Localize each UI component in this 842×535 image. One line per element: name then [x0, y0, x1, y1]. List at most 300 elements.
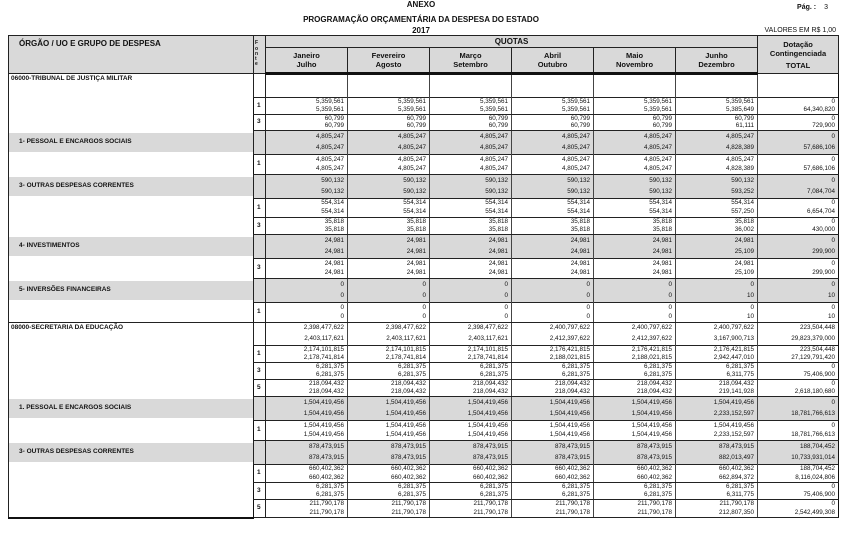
- quota-cell: [676, 259, 758, 279]
- quota-cell: [430, 363, 512, 380]
- quota-second-half-value: [594, 86, 672, 97]
- quota-cell: [266, 218, 348, 235]
- budget-table: [8, 35, 839, 519]
- fonte-row: [9, 483, 839, 500]
- fonte-cell: 3: [254, 259, 266, 279]
- dotacao-total-cell: [758, 441, 839, 465]
- quota-first-half-value: 6,281,375: [561, 482, 590, 490]
- quota-first-half-value: 5,359,561: [643, 97, 672, 105]
- quota-second-half-value: 219,141,928: [719, 387, 755, 395]
- quota-cell: [676, 115, 758, 131]
- fonte-cell: [254, 235, 266, 259]
- quota-first-half-value: 2,400,797,622: [631, 324, 672, 332]
- dotacao-value: 0: [831, 217, 836, 225]
- quota-first-half-value: 590,132: [731, 176, 755, 184]
- dotacao-value: 0: [831, 303, 836, 311]
- fonte-row: [9, 346, 839, 363]
- fonte-row: [9, 259, 839, 279]
- quota-second-half-value: 878,473,915: [390, 454, 426, 462]
- quota-cell: [348, 259, 430, 279]
- quota-cell: [594, 98, 676, 115]
- quota-first-half-value: 2,176,421,815: [631, 345, 672, 353]
- quota-second-half-value: 6,311,775: [726, 490, 755, 498]
- quota-first-half-value: 0: [422, 303, 426, 311]
- quota-cell: [430, 397, 512, 421]
- quota-cell: [512, 441, 594, 465]
- dotacao-value: 223,504,448: [800, 324, 836, 332]
- row-label: 06000-TRIBUNAL DE JUSTIÇA MILITAR: [11, 75, 133, 82]
- quota-second-half-value: 554,314: [485, 208, 508, 216]
- quota-cell: [266, 346, 348, 363]
- quota-second-half-value: 60,799: [570, 122, 590, 130]
- quota-cell: [594, 363, 676, 380]
- quota-cell: [676, 421, 758, 441]
- month-second-half: Agosto: [375, 60, 402, 69]
- quota-second-half-value: 660,402,362: [390, 473, 426, 481]
- quota-cell: [676, 199, 758, 218]
- quota-first-half-value: 35,818: [488, 217, 508, 225]
- row-label-cell: [9, 323, 254, 346]
- quota-second-half-value: 25,109: [734, 248, 755, 256]
- quota-cell: [676, 303, 758, 323]
- quota-cell: [348, 175, 430, 199]
- quota-second-half-value: 10: [747, 313, 755, 321]
- fonte-row: [9, 421, 839, 441]
- dotacao-total-cell: [758, 115, 839, 131]
- quota-second-half-value: 6,281,375: [479, 370, 508, 378]
- quota-cell: [348, 380, 430, 397]
- quota-first-half-value: 1,504,419,456: [631, 398, 672, 406]
- total-value: 430,000: [812, 225, 836, 233]
- dotacao-value: 0: [831, 236, 836, 244]
- fonte-cell: 1: [254, 303, 266, 323]
- quota-second-half-value: 554,314: [403, 208, 426, 216]
- expense-group-row: [9, 175, 839, 199]
- quota-cell: [512, 465, 594, 483]
- quota-second-half-value: 878,473,915: [308, 454, 344, 462]
- row-label-cell: [9, 346, 254, 363]
- dotacao-total-cell: [758, 74, 839, 98]
- column-header-month-pair: [348, 48, 430, 74]
- quota-first-half-value: 4,805,247: [561, 132, 590, 140]
- dotacao-value: 0: [831, 379, 836, 387]
- quota-first-half-value: 554,314: [731, 199, 755, 207]
- quota-first-half-value: 2,174,101,815: [385, 345, 426, 353]
- quota-cell: [348, 421, 430, 441]
- quota-cell: [348, 131, 430, 155]
- quota-second-half-value: 6,281,375: [397, 490, 426, 498]
- quota-cell: [266, 483, 348, 500]
- quota-second-half-value: [676, 86, 754, 97]
- quota-cell: [266, 115, 348, 131]
- month-first-half: Março: [459, 51, 482, 60]
- fonte-row: [9, 155, 839, 175]
- quota-first-half-value: 35,818: [652, 217, 672, 225]
- quota-first-half-value: 660,402,362: [636, 465, 672, 473]
- quota-cell: [266, 235, 348, 259]
- org-row: [9, 74, 839, 98]
- row-label-cell: [9, 465, 254, 483]
- quota-second-half-value: 2,178,741,814: [385, 353, 426, 361]
- dotacao-total-cell: [758, 279, 839, 303]
- fonte-cell: [254, 74, 266, 98]
- quota-first-half-value: 878,473,915: [636, 442, 672, 450]
- quota-cell: [430, 74, 512, 98]
- quota-second-half-value: 3,167,900,713: [713, 335, 755, 343]
- quota-cell: [430, 323, 512, 346]
- quota-first-half-value: 4,805,247: [726, 155, 755, 163]
- quota-first-half-value: 24,981: [406, 236, 426, 244]
- quota-first-half-value: 4,805,247: [726, 132, 755, 140]
- quota-first-half-value: 218,094,432: [390, 379, 426, 387]
- quota-second-half-value: 1,504,419,456: [385, 431, 426, 439]
- quota-cell: [430, 115, 512, 131]
- total-value: 2,618,180,680: [794, 387, 836, 395]
- quota-second-half-value: 25,109: [734, 269, 755, 277]
- quota-second-half-value: 218,094,432: [472, 387, 508, 395]
- quota-first-half-value: 4,805,247: [479, 155, 508, 163]
- quota-second-half-value: 0: [340, 313, 344, 321]
- quota-first-half-value: 554,314: [485, 199, 508, 207]
- quota-first-half-value: 2,176,421,815: [713, 345, 755, 353]
- total-value: 2,542,499,308: [794, 508, 836, 516]
- quota-first-half-value: 1,504,419,456: [303, 398, 344, 406]
- quota-cell: [594, 483, 676, 500]
- quota-first-half-value: 24,981: [570, 259, 590, 267]
- quota-cell: [512, 155, 594, 175]
- quota-cell: [430, 259, 512, 279]
- quota-cell: [348, 98, 430, 115]
- currency-units-note: VALORES EM R$ 1,00: [764, 27, 836, 34]
- quota-cell: [348, 218, 430, 235]
- quota-first-half-value: 554,314: [567, 199, 590, 207]
- quota-second-half-value: 61,111: [735, 122, 755, 130]
- dotacao-line-2: Contingenciada: [769, 48, 827, 58]
- quota-cell: [676, 74, 758, 98]
- dotacao-total-cell: [758, 363, 839, 380]
- quota-first-half-value: 5,359,561: [726, 97, 755, 105]
- dotacao-value: 0: [831, 500, 836, 508]
- fonte-cell: 5: [254, 380, 266, 397]
- page-indicator: [797, 4, 828, 11]
- quota-second-half-value: 24,981: [406, 269, 426, 277]
- fonte-cell: [254, 279, 266, 303]
- column-header-month-pair: [594, 48, 676, 74]
- quota-second-half-value: 35,818: [488, 225, 508, 233]
- quota-cell: [266, 259, 348, 279]
- quota-second-half-value: 2,178,741,814: [303, 353, 344, 361]
- quota-cell: [594, 218, 676, 235]
- dotacao-total-cell: [758, 259, 839, 279]
- quota-cell: [266, 323, 348, 346]
- row-label-cell: [9, 98, 254, 115]
- quota-cell: [348, 346, 430, 363]
- quota-second-half-value: 4,805,247: [643, 144, 672, 152]
- quota-cell: [512, 98, 594, 115]
- dotacao-total-cell: [758, 483, 839, 500]
- quota-cell: [512, 346, 594, 363]
- quota-cell: [676, 380, 758, 397]
- row-label-cell: [9, 279, 254, 303]
- fonte-cell: 1: [254, 98, 266, 115]
- quota-cell: [266, 500, 348, 518]
- column-header-month-pair: [512, 48, 594, 74]
- quota-cell: [512, 175, 594, 199]
- row-label: 1. PESSOAL E ENCARGOS SOCIAIS: [9, 399, 253, 418]
- quota-cell: [348, 235, 430, 259]
- quota-cell: [594, 175, 676, 199]
- quota-second-half-value: 211,790,178: [309, 508, 344, 516]
- quota-first-half-value: 1,504,419,456: [713, 398, 755, 406]
- quota-first-half-value: 554,314: [403, 199, 426, 207]
- quota-first-half-value: 24,981: [406, 259, 426, 267]
- row-label: 1- PESSOAL E ENCARGOS SOCIAIS: [9, 133, 253, 152]
- quota-cell: [430, 500, 512, 518]
- quota-cell: [266, 98, 348, 115]
- quota-second-half-value: 878,473,915: [472, 454, 508, 462]
- quota-first-half-value: 0: [586, 280, 590, 288]
- quota-cell: [676, 465, 758, 483]
- total-value: 75,406,900: [803, 490, 836, 498]
- total-value: 10: [828, 313, 836, 321]
- quota-second-half-value: 5,359,561: [315, 105, 344, 113]
- quota-second-half-value: 6,281,375: [561, 370, 590, 378]
- quota-first-half-value: 35,818: [406, 217, 426, 225]
- quota-second-half-value: 2,188,021,815: [631, 353, 672, 361]
- quota-second-half-value: 211,790,178: [391, 508, 426, 516]
- quota-first-half-value: 0: [668, 280, 672, 288]
- quota-first-half-value: 211,790,178: [555, 500, 590, 508]
- dotacao-value: 0: [831, 421, 836, 429]
- quota-first-half-value: 878,473,915: [554, 442, 590, 450]
- quota-first-half-value: 0: [586, 303, 590, 311]
- quota-second-half-value: 211,790,178: [637, 508, 672, 516]
- fonte-cell: [254, 441, 266, 465]
- fonte-row: [9, 363, 839, 380]
- quota-first-half-value: 2,398,477,622: [385, 324, 426, 332]
- quota-second-half-value: 4,828,389: [726, 144, 755, 152]
- quota-cell: [430, 199, 512, 218]
- dotacao-total-cell: [758, 465, 839, 483]
- quota-first-half-value: 6,281,375: [643, 482, 672, 490]
- quota-first-half-value: [348, 75, 426, 86]
- quota-second-half-value: 6,281,375: [643, 490, 672, 498]
- quota-first-half-value: 0: [504, 303, 508, 311]
- quota-second-half-value: [430, 86, 508, 97]
- quota-first-half-value: 5,359,561: [397, 97, 426, 105]
- quota-second-half-value: 24,981: [406, 248, 426, 256]
- quota-second-half-value: 24,981: [488, 248, 508, 256]
- quota-first-half-value: 590,132: [321, 176, 344, 184]
- quota-cell: [594, 500, 676, 518]
- quota-second-half-value: 218,094,432: [554, 387, 590, 395]
- quota-cell: [266, 131, 348, 155]
- quota-second-half-value: 0: [668, 313, 672, 321]
- fonte-cell: 1: [254, 465, 266, 483]
- quota-first-half-value: 6,281,375: [726, 362, 755, 370]
- quota-second-half-value: 1,504,419,456: [467, 410, 508, 418]
- quota-cell: [430, 303, 512, 323]
- quota-first-half-value: 0: [422, 280, 426, 288]
- row-label-cell: [9, 441, 254, 465]
- quota-second-half-value: 590,132: [567, 188, 590, 196]
- quota-cell: [512, 218, 594, 235]
- quota-first-half-value: 590,132: [403, 176, 426, 184]
- row-label-cell: [9, 218, 254, 235]
- column-header-month-pair: [676, 48, 758, 74]
- quota-second-half-value: 2,412,397,622: [549, 335, 590, 343]
- quota-first-half-value: 0: [340, 280, 344, 288]
- quota-second-half-value: 5,359,561: [479, 105, 508, 113]
- quota-cell: [430, 465, 512, 483]
- quota-second-half-value: 1,504,419,456: [631, 431, 672, 439]
- quota-second-half-value: [266, 86, 344, 97]
- dotacao-value: 0: [831, 199, 836, 207]
- quota-second-half-value: 24,981: [488, 269, 508, 277]
- quota-cell: [594, 115, 676, 131]
- quota-second-half-value: 5,359,561: [397, 105, 426, 113]
- quota-second-half-value: 662,894,372: [719, 473, 755, 481]
- quota-first-half-value: 2,174,101,815: [467, 345, 508, 353]
- fonte-cell: 3: [254, 483, 266, 500]
- quota-first-half-value: 6,281,375: [479, 362, 508, 370]
- quota-second-half-value: 2,403,117,621: [304, 335, 344, 343]
- dotacao-value: 0: [831, 114, 836, 122]
- fonte-letter: e: [255, 61, 258, 68]
- quota-first-half-value: 6,281,375: [643, 362, 672, 370]
- quota-second-half-value: 4,805,247: [397, 144, 426, 152]
- quota-first-half-value: 6,281,375: [397, 482, 426, 490]
- row-label-cell: [9, 363, 254, 380]
- row-label-cell: [9, 235, 254, 259]
- quota-second-half-value: 10: [747, 292, 755, 300]
- quota-first-half-value: 660,402,362: [390, 465, 426, 473]
- total-value: 299,900: [812, 269, 836, 277]
- row-label-cell: [9, 259, 254, 279]
- fonte-row: [9, 303, 839, 323]
- quota-cell: [430, 218, 512, 235]
- quota-first-half-value: 878,473,915: [472, 442, 508, 450]
- column-header-dotacao: [758, 36, 839, 74]
- quota-cell: [594, 441, 676, 465]
- quota-cell: [594, 397, 676, 421]
- quota-cell: [594, 323, 676, 346]
- fonte-row: [9, 380, 839, 397]
- column-header-fonte: [254, 36, 266, 74]
- quota-first-half-value: 6,281,375: [397, 362, 426, 370]
- quota-cell: [430, 441, 512, 465]
- quota-cell: [266, 303, 348, 323]
- quota-second-half-value: 6,281,375: [561, 490, 590, 498]
- quota-first-half-value: 590,132: [485, 176, 508, 184]
- quota-cell: [512, 74, 594, 98]
- quota-second-half-value: 24,981: [570, 248, 590, 256]
- page-number: 3: [824, 4, 828, 11]
- quota-cell: [512, 259, 594, 279]
- quota-second-half-value: 4,828,389: [726, 165, 755, 173]
- quota-second-half-value: 593,252: [731, 188, 755, 196]
- month-second-half: Setembro: [453, 60, 488, 69]
- quota-first-half-value: 5,359,561: [561, 97, 590, 105]
- month-first-half: Janeiro: [293, 51, 320, 60]
- quota-cell: [512, 483, 594, 500]
- row-label-cell: [9, 131, 254, 155]
- dotacao-total-cell: [758, 346, 839, 363]
- quota-cell: [266, 74, 348, 98]
- expense-group-row: [9, 441, 839, 465]
- dotacao-total-cell: [758, 397, 839, 421]
- quota-second-half-value: 6,281,375: [397, 370, 426, 378]
- quota-cell: [594, 465, 676, 483]
- quota-first-half-value: 2,398,477,622: [303, 324, 344, 332]
- quota-second-half-value: 5,385,649: [726, 105, 755, 113]
- quota-cell: [594, 199, 676, 218]
- quota-second-half-value: 211,790,178: [473, 508, 508, 516]
- quota-first-half-value: 60,799: [652, 114, 672, 122]
- quota-cell: [676, 441, 758, 465]
- quota-cell: [430, 279, 512, 303]
- quota-cell: [594, 259, 676, 279]
- row-label-cell: [9, 380, 254, 397]
- quota-second-half-value: 882,013,497: [719, 454, 755, 462]
- quota-first-half-value: 660,402,362: [719, 465, 755, 473]
- quota-cell: [266, 199, 348, 218]
- quota-second-half-value: 218,094,432: [308, 387, 344, 395]
- quota-second-half-value: 590,132: [403, 188, 426, 196]
- quota-cell: [676, 155, 758, 175]
- quota-first-half-value: [676, 75, 754, 86]
- quota-second-half-value: 4,805,247: [315, 165, 344, 173]
- dotacao-value: 0: [831, 362, 836, 370]
- quota-cell: [676, 397, 758, 421]
- total-label: TOTAL: [785, 60, 811, 70]
- quota-cell: [266, 421, 348, 441]
- quota-second-half-value: 24,981: [652, 248, 672, 256]
- expense-group-row: [9, 279, 839, 303]
- month-second-half: Dezembro: [698, 60, 735, 69]
- month-first-half: Junho: [705, 51, 728, 60]
- quota-second-half-value: 35,818: [406, 225, 426, 233]
- quota-first-half-value: 211,790,178: [391, 500, 426, 508]
- dotacao-total-cell: [758, 303, 839, 323]
- quota-second-half-value: 60,799: [488, 122, 508, 130]
- quota-second-half-value: 35,818: [652, 225, 672, 233]
- quota-second-half-value: 2,188,021,815: [549, 353, 590, 361]
- quota-second-half-value: 1,504,419,456: [303, 410, 344, 418]
- quota-cell: [594, 303, 676, 323]
- quota-cell: [348, 303, 430, 323]
- dotacao-total-cell: [758, 421, 839, 441]
- quota-cell: [594, 279, 676, 303]
- month-first-half: Maio: [625, 51, 644, 60]
- quota-cell: [512, 380, 594, 397]
- dotacao-value: 0: [831, 176, 836, 184]
- quota-cell: [266, 465, 348, 483]
- quota-cell: [676, 483, 758, 500]
- dotacao-total-cell: [758, 235, 839, 259]
- expense-group-row: [9, 397, 839, 421]
- total-value: 10: [828, 292, 836, 300]
- quota-first-half-value: 0: [668, 303, 672, 311]
- row-label-cell: [9, 175, 254, 199]
- quota-first-half-value: 4,805,247: [643, 155, 672, 163]
- fonte-cell: 1: [254, 346, 266, 363]
- quota-first-half-value: 1,504,419,456: [303, 421, 344, 429]
- quota-second-half-value: 36,002: [734, 225, 755, 233]
- quota-first-half-value: 218,094,432: [554, 379, 590, 387]
- dotacao-value: 223,504,448: [800, 345, 836, 353]
- quota-cell: [348, 323, 430, 346]
